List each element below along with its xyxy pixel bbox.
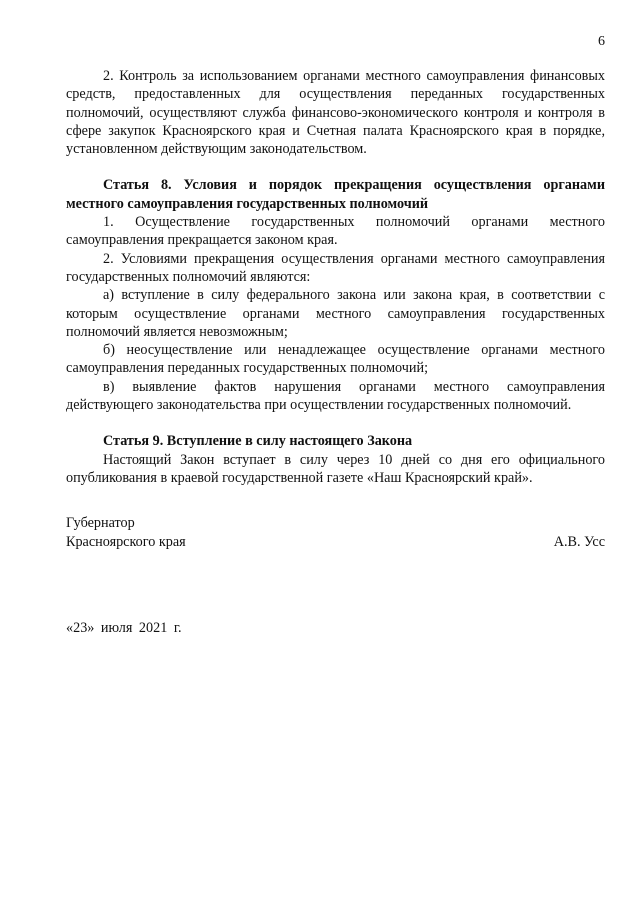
document-body <box>66 67 605 487</box>
article-9-text: Настоящий Закон вступает в силу через 10 дней со дня его официального опубликования в краевой государственной газете «Наш Красноярский край». <box>66 451 605 486</box>
signature-title-line2: Красноярского края <box>66 533 186 550</box>
paragraph-control: 2. Контроль за использованием органами местного самоуправления финансовых средств, предоставленных для осуществления переданных государственных полномочий, осуществляют служба финансово-экономического контроля и контроля в сфере закупок Красноярского края и Счетная палата Красноярского края в порядке, установленном действующим законодательством. <box>66 68 605 158</box>
article-9-heading: Статья 9. Вступление в силу настоящего Закона <box>103 433 413 450</box>
document-date: «23» июля 2021 г. <box>66 620 182 636</box>
signatory-name: А.В. Усс <box>553 533 605 550</box>
signature-title-line1: Губернатор <box>66 515 135 531</box>
article-8-subitem-a: а) вступление в силу федерального закона или закона края, в соответствии с которым осуществление органами местного самоуправления государственных полномочий является невозможным; <box>66 287 605 340</box>
article-8-subitem-c: в) выявление фактов нарушения органами местного самоуправления действующего законодательства при осуществлении государственных полномочий. <box>66 378 605 414</box>
article-8-subitem-b: б) неосуществление или ненадлежащее осуществление органами местного самоуправления переданных государственных полномочий; <box>66 342 605 377</box>
signature-block <box>66 514 605 551</box>
article-8-heading: Статья 8. Условия и порядок прекращения осуществления органами местного самоуправления государственных полномочий <box>66 177 605 212</box>
page-number: 6 <box>598 34 605 49</box>
article-8-item-2: 2. Условиями прекращения осуществления органами местного самоуправления государственных полномочий являются: <box>66 250 605 285</box>
article-8-item-1: 1. Осуществление государственных полномочий органами местного самоуправления прекращается законом края. <box>66 214 605 249</box>
